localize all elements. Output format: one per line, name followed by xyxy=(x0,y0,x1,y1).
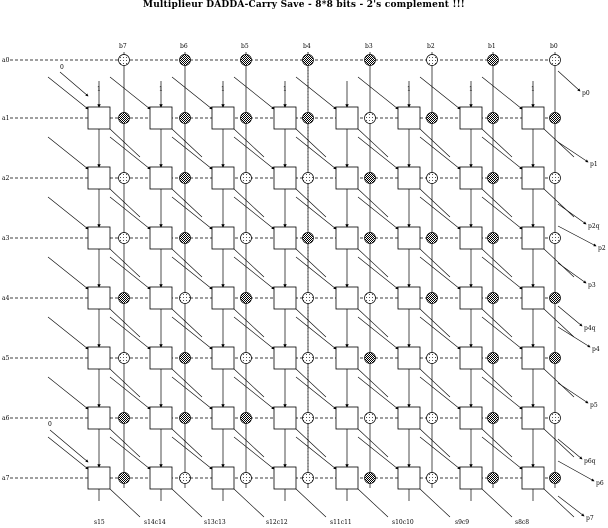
carry-arrow xyxy=(482,197,522,229)
adder-cell xyxy=(274,107,296,129)
carry-out-line xyxy=(172,489,202,517)
product-label-p3: p3 xyxy=(588,282,596,289)
adder-cell xyxy=(212,467,234,489)
output-label-s10c10: s10c10 xyxy=(392,519,414,526)
adder-cell xyxy=(274,347,296,369)
carry-arrow xyxy=(48,317,88,349)
carry-arrow xyxy=(172,377,212,409)
partial-product-dot xyxy=(365,55,376,66)
partial-product-dot xyxy=(427,55,438,66)
output-label-s14c14: s14c14 xyxy=(144,519,166,526)
partial-product-dot xyxy=(550,233,561,244)
product-label-p6q: p6q xyxy=(584,458,596,465)
partial-product-dot xyxy=(180,293,191,304)
carry-out-line xyxy=(482,369,512,397)
output-label-s11c11: s11c11 xyxy=(330,519,352,526)
partial-product-dot xyxy=(180,113,191,124)
carry-out-line xyxy=(110,429,140,457)
carry-arrow xyxy=(110,317,150,349)
carry-out-line xyxy=(358,129,388,157)
adder-cell xyxy=(398,467,420,489)
adder-cell xyxy=(274,287,296,309)
output-label-s13c13: s13c13 xyxy=(204,519,226,526)
partial-product-dot xyxy=(119,113,130,124)
partial-product-dot xyxy=(303,293,314,304)
partial-product-dot xyxy=(488,473,499,484)
partial-product-dot xyxy=(119,413,130,424)
carry-out-line xyxy=(420,249,450,277)
carry-out-line xyxy=(482,249,512,277)
adder-cell xyxy=(274,407,296,429)
partial-product-dot xyxy=(241,293,252,304)
adder-cell xyxy=(150,107,172,129)
partial-product-dot xyxy=(365,413,376,424)
partial-product-dot xyxy=(119,473,130,484)
partial-product-dot xyxy=(303,473,314,484)
carry-out-line xyxy=(110,249,140,277)
carry-out-line xyxy=(544,309,574,337)
input-label-a1: a1 xyxy=(2,115,10,122)
adder-cell xyxy=(522,407,544,429)
constant-one: 1 xyxy=(221,86,225,93)
diagram-title: Multiplieur DADDA-Carry Save - 8*8 bits - 2's complement !!! xyxy=(143,0,465,10)
partial-product-dot xyxy=(180,473,191,484)
carry-arrow xyxy=(420,77,460,109)
input-label-a3: a3 xyxy=(2,235,10,242)
input-label-a4: a4 xyxy=(2,295,10,302)
partial-product-dot xyxy=(303,113,314,124)
carry-out-line xyxy=(234,429,264,457)
adder-cell xyxy=(150,167,172,189)
carry-out-line xyxy=(234,369,264,397)
carry-arrow xyxy=(110,197,150,229)
carry-arrow xyxy=(110,377,150,409)
product-label-p2q: p2q xyxy=(588,223,600,230)
partial-product-dot xyxy=(180,173,191,184)
carry-arrow xyxy=(420,317,460,349)
carry-out-line xyxy=(172,369,202,397)
adder-cell xyxy=(212,107,234,129)
input-label-b5: b5 xyxy=(241,43,249,50)
adder-cell xyxy=(274,167,296,189)
partial-product-dot xyxy=(550,113,561,124)
carry-out-line xyxy=(482,189,512,217)
partial-product-dot xyxy=(488,353,499,364)
adder-cell xyxy=(522,347,544,369)
partial-product-dot xyxy=(241,233,252,244)
partial-product-dot xyxy=(365,233,376,244)
carry-out-line xyxy=(234,129,264,157)
carry-out-line xyxy=(296,489,326,517)
carry-out-line xyxy=(172,309,202,337)
product-label-p6: p6 xyxy=(596,480,604,487)
adder-cell xyxy=(212,347,234,369)
adder-cell xyxy=(88,347,110,369)
carry-arrow xyxy=(48,437,88,469)
partial-product-dot xyxy=(241,173,252,184)
partial-product-dot xyxy=(488,173,499,184)
carry-out-line xyxy=(358,249,388,277)
partial-product-dot xyxy=(119,173,130,184)
adder-cell xyxy=(150,287,172,309)
carry-out-line xyxy=(234,189,264,217)
adder-cell xyxy=(336,287,358,309)
carry-out-line xyxy=(420,129,450,157)
carry-out-line xyxy=(234,309,264,337)
carry-arrow xyxy=(48,257,88,289)
adder-cell xyxy=(460,107,482,129)
adder-cell xyxy=(460,407,482,429)
zero-arrow xyxy=(60,72,88,96)
carry-arrow xyxy=(234,197,274,229)
input-label-a5: a5 xyxy=(2,355,10,362)
carry-out-line xyxy=(296,429,326,457)
carry-out-line xyxy=(110,489,140,517)
carry-out-line xyxy=(358,489,388,517)
carry-arrow xyxy=(296,377,336,409)
adder-cell xyxy=(212,167,234,189)
carry-arrow xyxy=(48,77,88,109)
adder-cell xyxy=(212,287,234,309)
partial-product-dot xyxy=(365,113,376,124)
adder-cell xyxy=(460,467,482,489)
input-label-b4: b4 xyxy=(303,43,311,50)
constant-one: 1 xyxy=(283,86,287,93)
partial-product-dot xyxy=(119,293,130,304)
partial-product-dot xyxy=(303,233,314,244)
partial-product-dot xyxy=(488,293,499,304)
partial-product-dot xyxy=(427,233,438,244)
product-arrow xyxy=(558,204,586,224)
adder-cell xyxy=(150,407,172,429)
carry-out-line xyxy=(296,129,326,157)
input-label-a7: a7 xyxy=(2,475,10,482)
partial-product-dot xyxy=(427,293,438,304)
product-arrow xyxy=(558,306,582,326)
carry-out-line xyxy=(544,249,574,277)
carry-out-line xyxy=(544,429,574,457)
partial-product-dot xyxy=(241,473,252,484)
carry-arrow xyxy=(234,317,274,349)
partial-product-dot xyxy=(119,353,130,364)
product-label-p1: p1 xyxy=(590,161,598,168)
carry-out-line xyxy=(234,489,264,517)
carry-out-line xyxy=(482,429,512,457)
carry-out-line xyxy=(358,309,388,337)
input-label-b3: b3 xyxy=(365,43,373,50)
input-label-b0: b0 xyxy=(550,43,558,50)
carry-arrow xyxy=(420,137,460,169)
carry-out-line xyxy=(544,189,574,217)
carry-arrow xyxy=(234,257,274,289)
carry-arrow xyxy=(110,77,150,109)
carry-out-line xyxy=(296,309,326,337)
carry-arrow xyxy=(358,197,398,229)
adder-cell xyxy=(88,107,110,129)
carry-arrow xyxy=(110,437,150,469)
carry-arrow xyxy=(172,197,212,229)
carry-out-line xyxy=(110,129,140,157)
carry-arrow xyxy=(234,377,274,409)
carry-out-line xyxy=(420,429,450,457)
partial-product-dot xyxy=(241,55,252,66)
zero-input: 0 xyxy=(48,421,52,428)
adder-cell xyxy=(336,107,358,129)
product-label-p0: p0 xyxy=(582,90,590,97)
carry-arrow xyxy=(172,437,212,469)
carry-out-line xyxy=(110,369,140,397)
adder-cell xyxy=(336,227,358,249)
adder-cell xyxy=(88,467,110,489)
adder-cell xyxy=(398,107,420,129)
partial-product-dot xyxy=(180,413,191,424)
carry-out-line xyxy=(482,489,512,517)
carry-arrow xyxy=(172,77,212,109)
partial-product-dot xyxy=(550,173,561,184)
product-arrow xyxy=(558,263,586,283)
carry-out-line xyxy=(420,309,450,337)
input-label-b2: b2 xyxy=(427,43,435,50)
partial-product-dot xyxy=(365,173,376,184)
partial-product-dot xyxy=(550,413,561,424)
adder-cell xyxy=(460,287,482,309)
adder-cell xyxy=(336,407,358,429)
carry-arrow xyxy=(358,437,398,469)
carry-out-line xyxy=(482,309,512,337)
constant-one: 1 xyxy=(407,86,411,93)
adder-cell xyxy=(336,347,358,369)
partial-product-dot xyxy=(365,473,376,484)
carry-arrow xyxy=(110,257,150,289)
input-label-b7: b7 xyxy=(119,43,127,50)
carry-out-line xyxy=(110,189,140,217)
adder-cell xyxy=(212,227,234,249)
adder-cell xyxy=(460,227,482,249)
carry-out-line xyxy=(296,249,326,277)
adder-cell xyxy=(336,167,358,189)
adder-cell xyxy=(398,287,420,309)
partial-product-dot xyxy=(488,113,499,124)
carry-arrow xyxy=(482,317,522,349)
output-label-s8c8: s8c8 xyxy=(515,519,530,526)
adder-cell xyxy=(274,227,296,249)
product-label-p7: p7 xyxy=(586,515,594,522)
carry-out-line xyxy=(358,429,388,457)
adder-cell xyxy=(460,347,482,369)
carry-arrow xyxy=(358,257,398,289)
carry-arrow xyxy=(482,137,522,169)
partial-product-dot xyxy=(488,233,499,244)
carry-out-line xyxy=(172,129,202,157)
partial-product-dot xyxy=(119,55,130,66)
adder-cell xyxy=(398,347,420,369)
carry-arrow xyxy=(482,257,522,289)
partial-product-dot xyxy=(550,353,561,364)
adder-cell xyxy=(398,407,420,429)
carry-arrow xyxy=(296,317,336,349)
constant-one: 1 xyxy=(531,86,535,93)
product-arrow xyxy=(558,439,582,459)
input-label-a0: a0 xyxy=(2,57,10,64)
output-label-s15: s15 xyxy=(94,519,105,526)
adder-cell xyxy=(212,407,234,429)
adder-cell xyxy=(522,107,544,129)
adder-cell xyxy=(150,347,172,369)
partial-product-dot xyxy=(550,293,561,304)
adder-cell xyxy=(336,467,358,489)
product-arrow xyxy=(558,71,580,91)
carry-arrow xyxy=(234,437,274,469)
product-arrow xyxy=(558,383,588,403)
input-label-b6: b6 xyxy=(180,43,188,50)
partial-product-dot xyxy=(488,55,499,66)
carry-out-line xyxy=(172,249,202,277)
carry-out-line xyxy=(420,189,450,217)
partial-product-dot xyxy=(427,173,438,184)
partial-product-dot xyxy=(303,413,314,424)
partial-product-dot xyxy=(241,413,252,424)
product-label-p4q: p4q xyxy=(584,325,596,332)
carry-arrow xyxy=(358,317,398,349)
carry-arrow xyxy=(358,377,398,409)
product-arrow xyxy=(558,142,588,162)
partial-product-dot xyxy=(365,293,376,304)
output-label-s9c9: s9c9 xyxy=(455,519,470,526)
partial-product-dot xyxy=(241,353,252,364)
partial-product-dot xyxy=(303,55,314,66)
partial-product-dot xyxy=(427,473,438,484)
carry-out-line xyxy=(482,129,512,157)
carry-arrow xyxy=(296,197,336,229)
adder-cell xyxy=(460,167,482,189)
adder-cell xyxy=(398,167,420,189)
carry-out-line xyxy=(296,189,326,217)
partial-product-dot xyxy=(119,233,130,244)
carry-out-line xyxy=(296,369,326,397)
carry-out-line xyxy=(544,369,574,397)
product-label-p4: p4 xyxy=(592,346,600,353)
partial-product-dot xyxy=(550,473,561,484)
carry-arrow xyxy=(296,437,336,469)
partial-product-dot xyxy=(180,353,191,364)
partial-product-dot xyxy=(180,55,191,66)
carry-out-line xyxy=(110,309,140,337)
carry-arrow xyxy=(358,77,398,109)
carry-arrow xyxy=(420,197,460,229)
carry-out-line xyxy=(172,189,202,217)
product-label-p5: p5 xyxy=(590,402,598,409)
adder-cell xyxy=(88,407,110,429)
adder-cell xyxy=(522,227,544,249)
input-label-b1: b1 xyxy=(488,43,496,50)
carry-arrow xyxy=(420,437,460,469)
carry-arrow xyxy=(296,137,336,169)
carry-arrow xyxy=(420,257,460,289)
carry-arrow xyxy=(172,137,212,169)
adder-cell xyxy=(150,467,172,489)
carry-out-line xyxy=(172,429,202,457)
partial-product-dot xyxy=(427,413,438,424)
carry-arrow xyxy=(296,257,336,289)
input-label-a2: a2 xyxy=(2,175,10,182)
product-label-p2: p2 xyxy=(598,245,606,252)
partial-product-dot xyxy=(550,55,561,66)
carry-out-line xyxy=(420,369,450,397)
carry-arrow xyxy=(48,137,88,169)
carry-out-line xyxy=(358,189,388,217)
carry-arrow xyxy=(172,257,212,289)
partial-product-dot xyxy=(241,113,252,124)
carry-out-line xyxy=(544,489,574,517)
carry-arrow xyxy=(420,377,460,409)
carry-out-line xyxy=(420,489,450,517)
carry-arrow xyxy=(110,137,150,169)
partial-product-dot xyxy=(365,353,376,364)
zero-arrow xyxy=(50,430,88,462)
zero-input: 0 xyxy=(60,64,64,71)
output-label-s12c12: s12c12 xyxy=(266,519,288,526)
adder-cell xyxy=(88,287,110,309)
carry-arrow xyxy=(296,77,336,109)
constant-one: 1 xyxy=(97,86,101,93)
adder-cell xyxy=(150,227,172,249)
carry-arrow xyxy=(172,317,212,349)
carry-arrow xyxy=(48,377,88,409)
carry-out-line xyxy=(234,249,264,277)
partial-product-dot xyxy=(180,233,191,244)
adder-cell xyxy=(522,287,544,309)
partial-product-dot xyxy=(427,353,438,364)
carry-arrow xyxy=(48,197,88,229)
adder-cell xyxy=(88,167,110,189)
adder-cell xyxy=(398,227,420,249)
carry-arrow xyxy=(234,77,274,109)
adder-cell xyxy=(522,467,544,489)
carry-arrow xyxy=(234,137,274,169)
carry-arrow xyxy=(358,137,398,169)
carry-arrow xyxy=(482,437,522,469)
partial-product-dot xyxy=(303,353,314,364)
input-label-a6: a6 xyxy=(2,415,10,422)
adder-cell xyxy=(522,167,544,189)
partial-product-dot xyxy=(427,113,438,124)
carry-arrow xyxy=(482,77,522,109)
constant-one: 1 xyxy=(469,86,473,93)
adder-cell xyxy=(88,227,110,249)
adder-cell xyxy=(274,467,296,489)
carry-arrow xyxy=(482,377,522,409)
partial-product-dot xyxy=(303,173,314,184)
carry-out-line xyxy=(358,369,388,397)
constant-one: 1 xyxy=(159,86,163,93)
partial-product-dot xyxy=(488,413,499,424)
